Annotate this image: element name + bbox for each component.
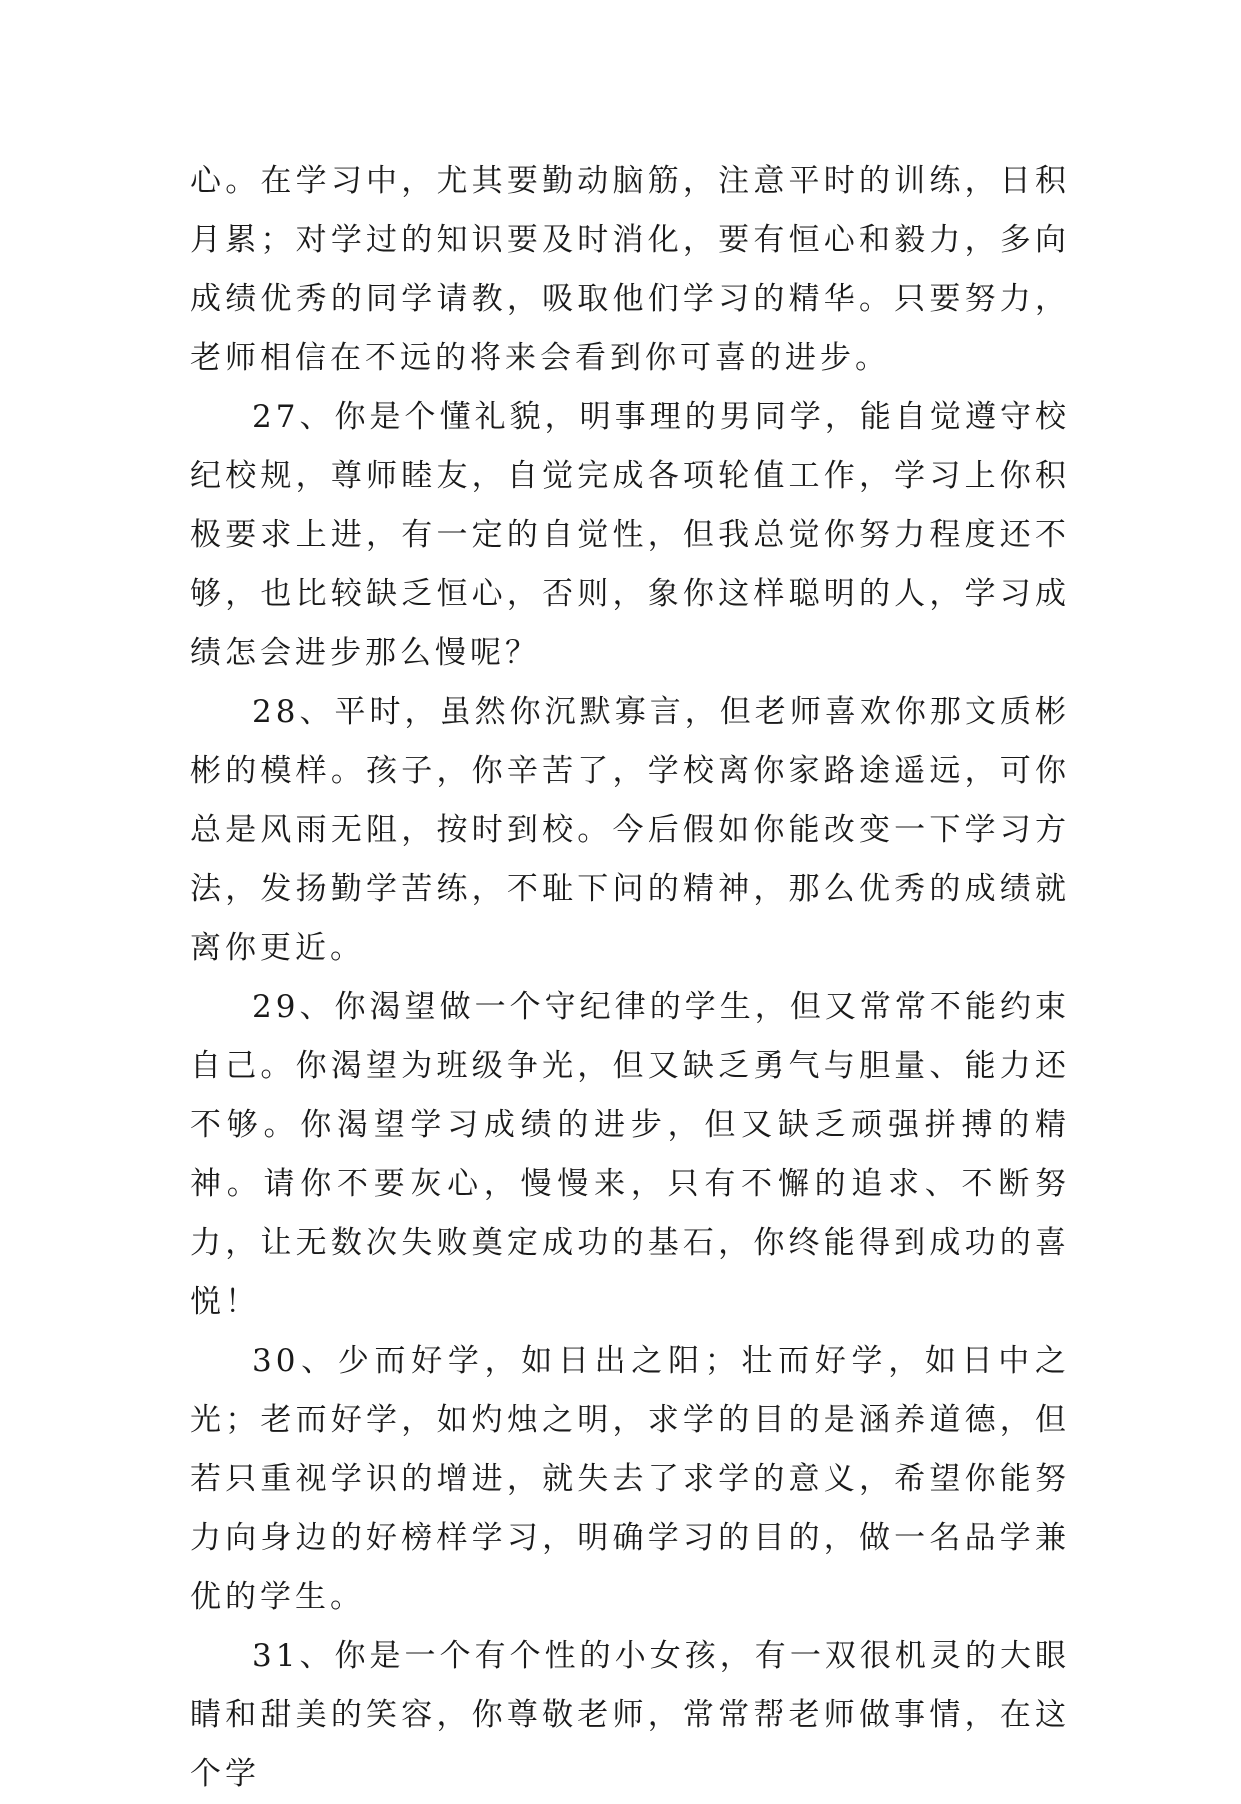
paragraph-29: 29、你渴望做一个守纪律的学生，但又常常不能约束自己。你渴望为班级争光，但又缺乏勇气与胆量、能力还不够。你渴望学习成绩的进步，但又缺乏顽强拼搏的精神。请你不要灰心，慢慢来，只有不懈的追求、不断努力，让无数次失败奠定成功的基石，你终能得到成功的喜悦！ xyxy=(190,989,1070,1320)
paragraph-28: 28、平时，虽然你沉默寡言，但老师喜欢你那文质彬彬的模样。孩子，你辛苦了，学校离你家路途遥远，可你总是风雨无阻，按时到校。今后假如你能改变一下学习方法，发扬勤学苦练，不耻下问的精神，那么优秀的成绩就离你更近。 xyxy=(190,694,1070,966)
paragraph-continuation: 心。在学习中，尤其要勤动脑筋，注意平时的训练，日积月累；对学过的知识要及时消化，要有恒心和毅力，多向成绩优秀的同学请教，吸取他们学习的精华。只要努力，老师相信在不远的将来会看到你可喜的进步。 xyxy=(190,163,1070,376)
paragraph-31: 31、你是一个有个性的小女孩，有一双很机灵的大眼睛和甜美的笑容，你尊敬老师，常常帮老师做事情，在这个学 xyxy=(190,1638,1070,1792)
paragraph-27: 27、你是个懂礼貌，明事理的男同学，能自觉遵守校纪校规，尊师睦友，自觉完成各项轮值工作，学习上你积极要求上进，有一定的自觉性，但我总觉你努力程度还不够，也比较缺乏恒心，否则，象你这样聪明的人，学习成绩怎会进步那么慢呢？ xyxy=(190,399,1070,671)
document-body xyxy=(190,152,1070,1804)
paragraph-30: 30、少而好学，如日出之阳；壮而好学，如日中之光；老而好学，如灼烛之明，求学的目的是涵养道德，但若只重视学识的增进，就失去了求学的意义，希望你能努力向身边的好榜样学习，明确学习的目的，做一名品学兼优的学生。 xyxy=(190,1343,1070,1615)
